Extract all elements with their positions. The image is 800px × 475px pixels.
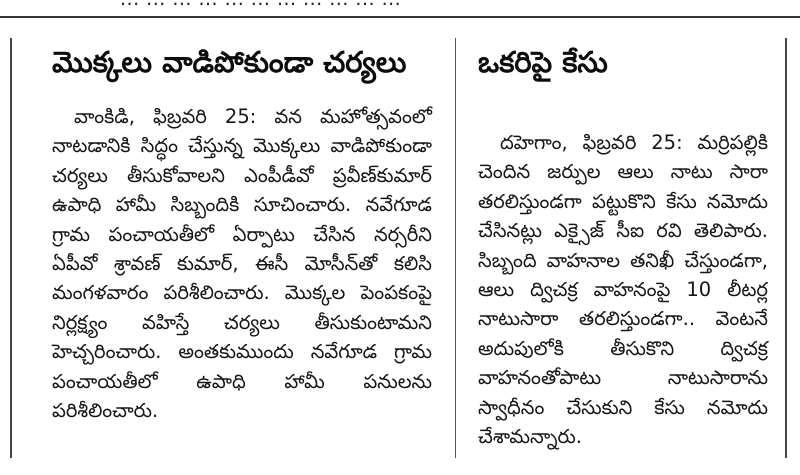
top-divider xyxy=(0,16,800,18)
previous-article-cut-text xyxy=(0,0,800,14)
article-headline: మొక్కలు వాడిపోకుండా చర్యలు xyxy=(52,45,407,79)
left-border xyxy=(10,38,12,458)
article-body: దహెగాం, ఫిబ్రవరి 25: మర్రిపల్లికి చెందిన జర్పుల ఆలు నాటు సారా తరలిస్తుండగా పట్టుకొని కేసు నమోదు చేసినట్లు ఎక్సైజ్ సీఐ రవి తెలిపారు. సిబ్బంది వాహనాల తనిఖీ చేస్తుండగా, ఆలు ద్విచక్ర వాహనంపై 10 లీటర్ల నాటుసారా తరలిస్తుండగా.. వెంటనే అదుపులోకి తీసుకొని ద్విచక్ర వాహనంతోపాటు నాటుసారాను స్వాధీనం చేసుకుని కేసు నమోదు చేశామన్నారు. xyxy=(478,131,768,449)
article-case xyxy=(478,40,768,451)
column-divider xyxy=(455,38,456,458)
article-body: వాంకిడి, ఫిబ్రవరి 25: వన మహోత్సవంలో నాటడానికి సిద్ధం చేస్తున్న మొక్కలు వాడిపోకుండా చర్యలు తీసుకోవాలని ఎంపీడీవో ప్రవీణ్‌కుమార్ ఉపాధి హామీ సిబ్బందికి సూచించారు. నవేగూడ గ్రామ పంచాయతీలో ఏర్పాటు చేసిన నర్సరీని ఏపీవో శ్రావణ్ కుమార్, ఈసీ మోసీన్‌తో కలిసి మంగళవారం పరిశీలించారు. మొక్కల పెంపకంపై నిర్లక్ష్యం వహిస్తే చర్యలు తీసుకుంటామని హెచ్చరించారు. అంతకుముందు నవేగూడ గ్రామ పంచాయతీలో ఉపాధి హామీ పనులను పరిశీలించారు. xyxy=(52,105,432,423)
cut-text-line xyxy=(120,0,401,10)
article-headline: ఒకరిపై కేసు xyxy=(478,45,608,79)
right-border xyxy=(785,38,787,458)
article-saplings xyxy=(52,40,432,425)
